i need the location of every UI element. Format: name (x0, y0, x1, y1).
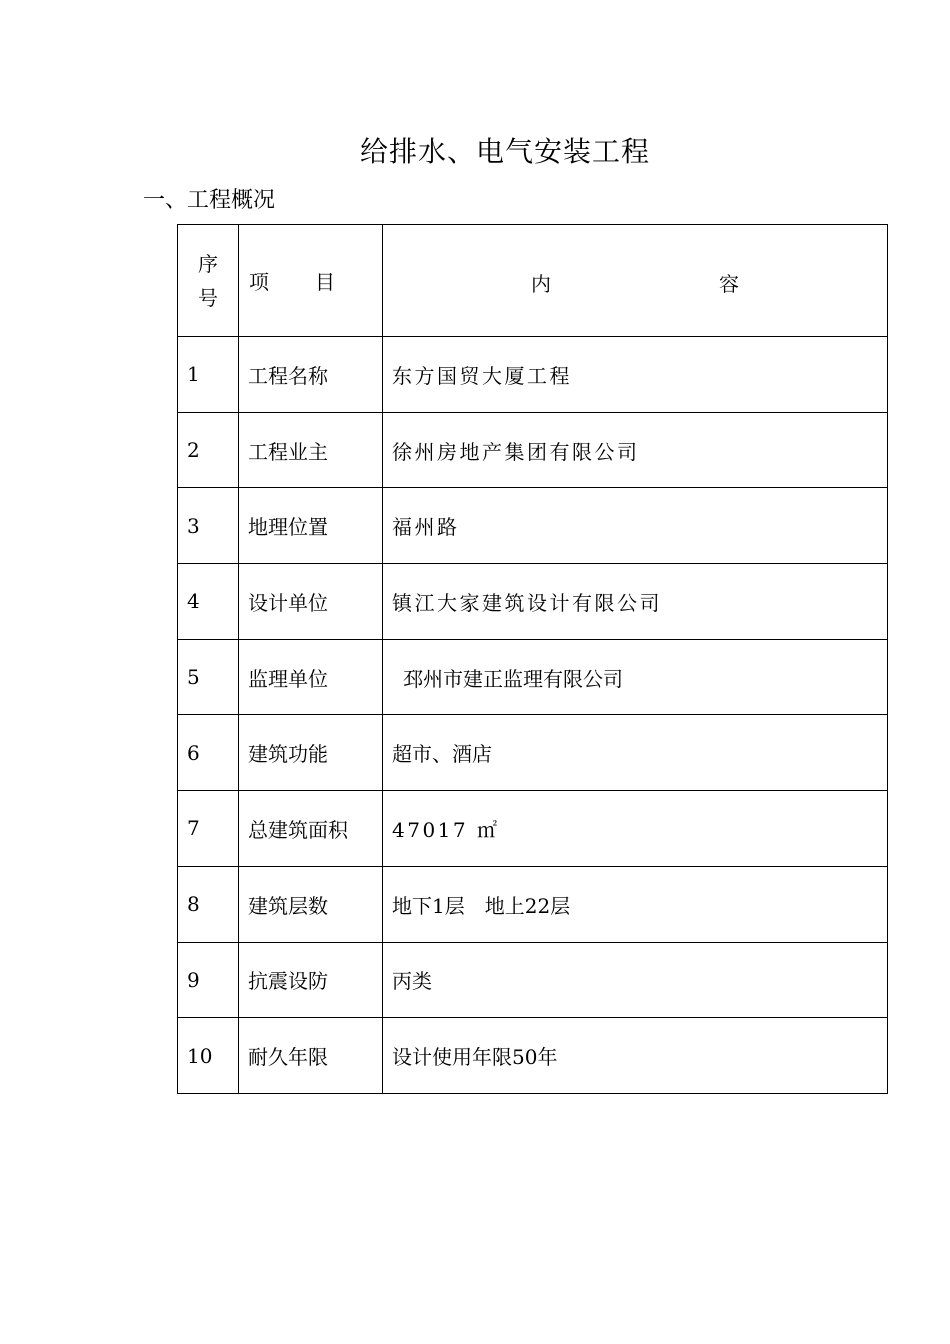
table-row (178, 337, 888, 413)
row-item: 耐久年限 (239, 1018, 383, 1094)
header-content-char2: 容 (719, 271, 739, 296)
header-seq-line2: 号 (198, 285, 218, 310)
row-number: 6 (178, 715, 239, 791)
header-item-char2: 目 (315, 270, 335, 294)
row-number: 5 (178, 639, 239, 715)
row-content: 地下1层 地上22层 (383, 866, 888, 942)
table-row (178, 1018, 888, 1094)
row-number: 4 (178, 564, 239, 640)
row-item: 地理位置 (239, 488, 383, 564)
row-number: 3 (178, 488, 239, 564)
row-item: 建筑功能 (239, 715, 383, 791)
row-content: 徐州房地产集团有限公司 (383, 412, 888, 488)
section-heading: 一、工程概况 (143, 188, 276, 213)
row-item: 工程业主 (239, 412, 383, 488)
row-item: 设计单位 (239, 564, 383, 640)
row-number: 2 (178, 412, 239, 488)
row-item: 建筑层数 (239, 866, 383, 942)
row-content: 福州路 (383, 488, 888, 564)
header-item (239, 225, 383, 337)
row-content: 镇江大家建筑设计有限公司 (383, 564, 888, 640)
table-row (178, 866, 888, 942)
table-row (178, 639, 888, 715)
project-overview-table (177, 224, 888, 1094)
row-item: 工程名称 (239, 337, 383, 413)
header-seq-number (178, 225, 239, 337)
table-header-row (178, 225, 888, 337)
document-title: 给排水、电气安装工程 (359, 135, 650, 168)
row-number: 7 (178, 791, 239, 867)
row-item: 抗震设防 (239, 942, 383, 1018)
header-seq-line1: 序 (198, 251, 218, 276)
table-row (178, 412, 888, 488)
row-content: 丙类 (383, 942, 888, 1018)
row-content: 47017 ㎡ (383, 791, 888, 867)
row-content: 东方国贸大厦工程 (383, 337, 888, 413)
table-row (178, 715, 888, 791)
row-content: 设计使用年限50年 (383, 1018, 888, 1094)
header-item-char1: 项 (249, 270, 269, 294)
row-content: 邳州市建正监理有限公司 (383, 639, 888, 715)
header-content-char1: 内 (531, 271, 551, 296)
row-item: 总建筑面积 (239, 791, 383, 867)
header-content (383, 225, 888, 337)
table-row (178, 564, 888, 640)
table-row (178, 942, 888, 1018)
row-number: 1 (178, 337, 239, 413)
row-content: 超市、酒店 (383, 715, 888, 791)
row-item: 监理单位 (239, 639, 383, 715)
table-row (178, 791, 888, 867)
row-number: 9 (178, 942, 239, 1018)
row-number: 10 (178, 1018, 239, 1094)
row-number: 8 (178, 866, 239, 942)
table-row (178, 488, 888, 564)
